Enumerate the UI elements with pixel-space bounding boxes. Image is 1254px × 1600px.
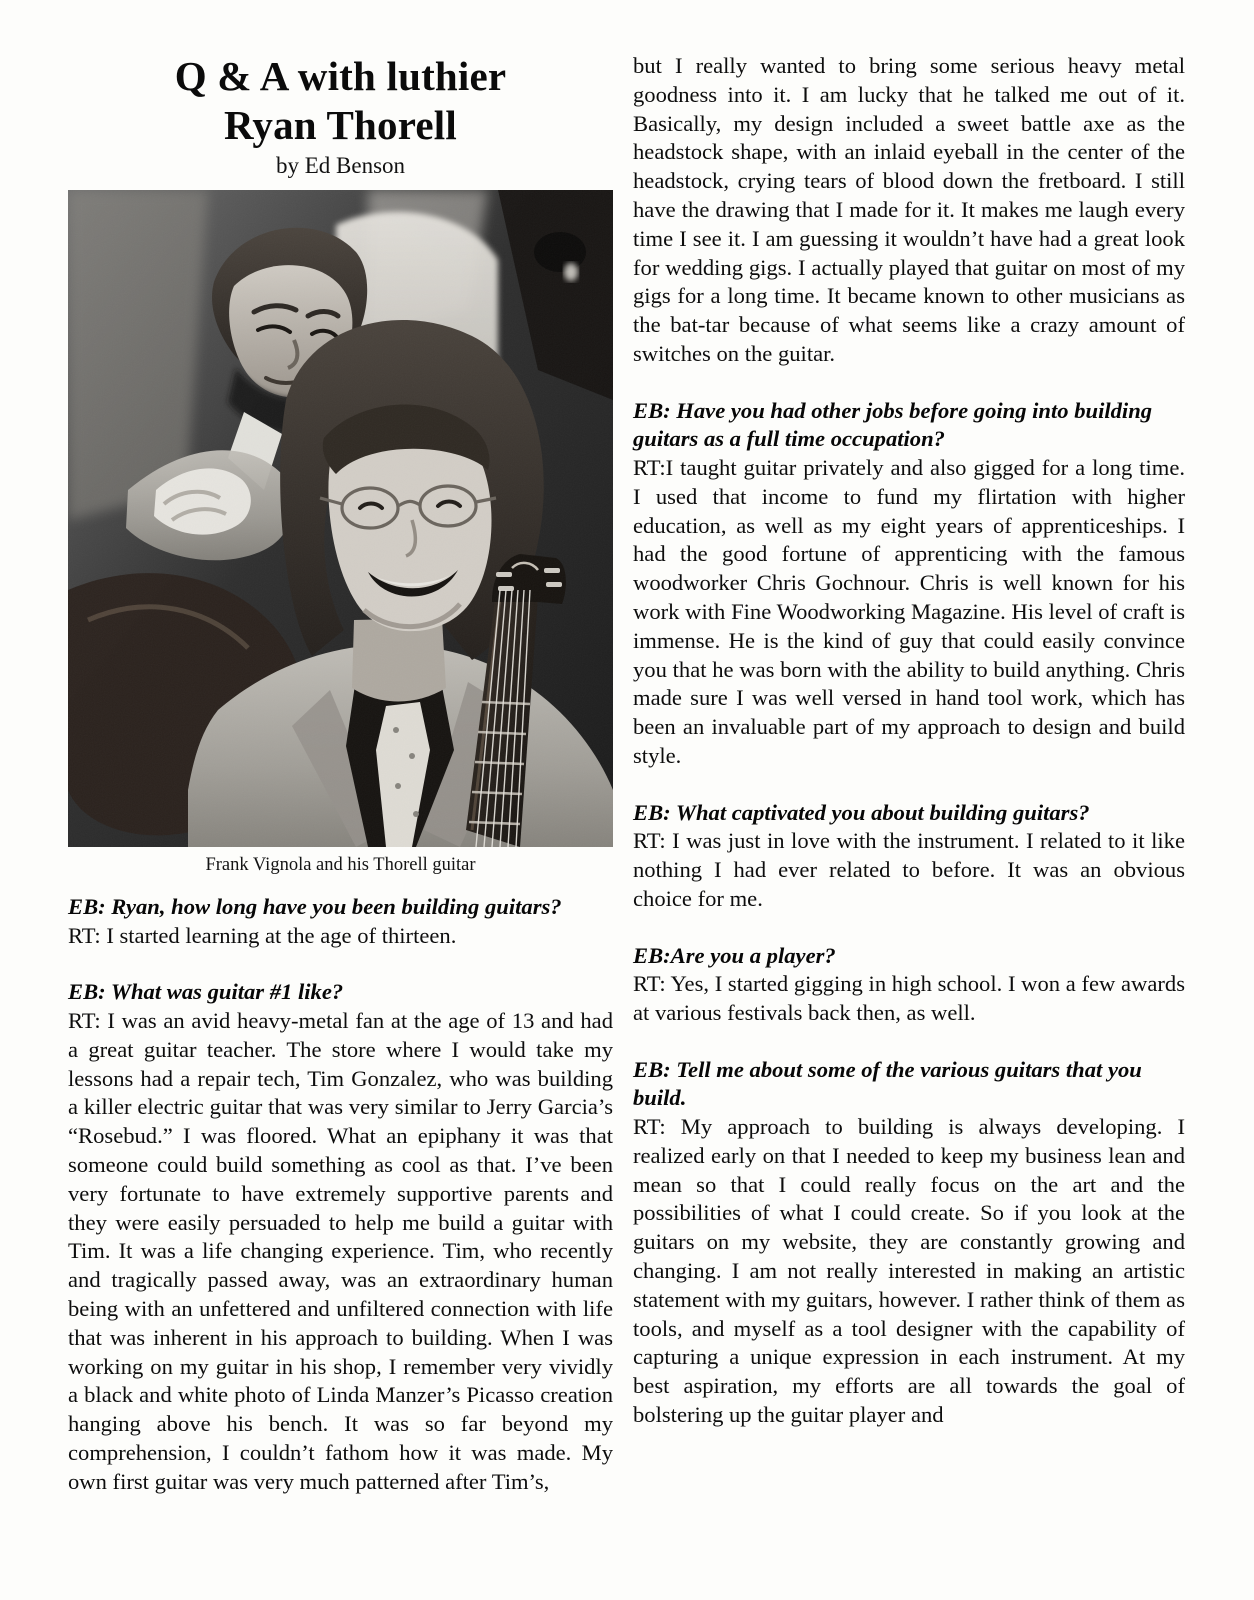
interview-answer: RT: Yes, I started gigging in high school. I won a few awards at various festivals back then, as well. xyxy=(633,971,1185,1026)
byline: by Ed Benson xyxy=(275,153,406,178)
interview-answer: RT: I started learning at the age of thirteen. xyxy=(68,922,457,948)
qa-block xyxy=(68,978,613,1496)
article-photo xyxy=(68,190,613,847)
page-title xyxy=(68,52,613,150)
interview-question: EB: What captivated you about building guitars? xyxy=(633,799,1090,825)
left-column xyxy=(68,52,613,1497)
interview-answer: RT: I was just in love with the instrument. I related to it like nothing I had ever related to before. It was an obvious choice for me. xyxy=(633,828,1185,911)
continued-paragraph: but I really wanted to bring some serious heavy metal goodness into it. I am lucky that he talked me out of it. Basically, my design included a sweet battle axe as the headstock shape, with an inlaid eyeball in the center of the headstock, crying tears of blood down the fretboard. I still have the drawing that I made for it. It makes me laugh every time I see it. I am guessing it wouldn’t have had a great look for wedding gigs. I actually played that guitar on most of my gigs for a long time. It became known to other musicians as the bat-tar because of what seems like a crazy amount of switches on the guitar. xyxy=(633,53,1185,366)
qa-block xyxy=(633,799,1185,914)
right-column xyxy=(633,52,1185,1430)
title-line-2: Ryan Thorell xyxy=(224,102,457,148)
photo-illustration xyxy=(68,190,613,847)
interview-question: EB:Are you a player? xyxy=(633,942,836,968)
interview-question: EB: Have you had other jobs before going into building guitars as a full time occupation? xyxy=(633,397,1153,452)
photo-caption: Frank Vignola and his Thorell guitar xyxy=(205,855,476,875)
interview-question: EB: Ryan, how long have you been building guitars? xyxy=(68,894,562,919)
qa-block xyxy=(68,893,613,950)
qa-block xyxy=(633,1056,1185,1430)
interview-question: EB: What was guitar #1 like? xyxy=(68,979,344,1005)
interview-question: EB: Tell me about some of the various guitars that you build. xyxy=(633,1056,1142,1111)
title-line-1: Q & A with luthier xyxy=(174,53,507,99)
qa-block xyxy=(633,397,1185,771)
interview-answer: RT: My approach to building is always developing. I realized early on that I needed to keep my business lean and mean so that I could really focus on the art and the possibilities of what I could create. So if you look at the guitars on my website, they are constantly growing and changing. I am not really interested in making an artistic statement with my guitars, however. I rather think of them as tools, and myself as a tool designer with the capability of capturing a unique expression in each instrument. At my best aspiration, my efforts are all towards the goal of bolstering up the guitar player and xyxy=(633,1114,1185,1428)
interview-answer: RT:I taught guitar privately and also gigged for a long time. I used that income to fund my flirtation with higher education, as well as my eight years of apprenticeships. I had the good fortune of apprenticing with the famous woodworker Chris Gochnour. Chris is well known for his work with Fine Woodworking Magazine. His level of craft is immense. He is the kind of guy that could easily convince you that he was born with the ability to build anything. Chris made sure I was well versed in hand tool work, which has been an invaluable part of my approach to design and build style. xyxy=(633,454,1185,768)
interview-answer: RT: I was an avid heavy-metal fan at the age of 13 and had a great guitar teacher. The store where I would take my lessons had a repair tech, Tim Gonzalez, who was building a killer electric guitar that was very similar to Jerry Garcia’s “Rosebud.” I was floored. What an epiphany it was that someone could build something as cool as that. I’ve been very fortunate to have extremely supportive parents and they were easily persuaded to help me build a guitar with Tim. It was a life changing experience. Tim, who recently and tragically passed away, was an extraordinary human being with an unfettered and unfiltered connection with life that was inherent in his approach to building. When I was working on my guitar in his shop, I remember very vividly a black and white photo of Linda Manzer’s Picasso creation hanging above his bench. It was so far beyond my comprehension, I couldn’t fathom how it was made. My own first guitar was very much patterned after Tim’s, xyxy=(68,1007,613,1494)
qa-block xyxy=(633,942,1185,1028)
